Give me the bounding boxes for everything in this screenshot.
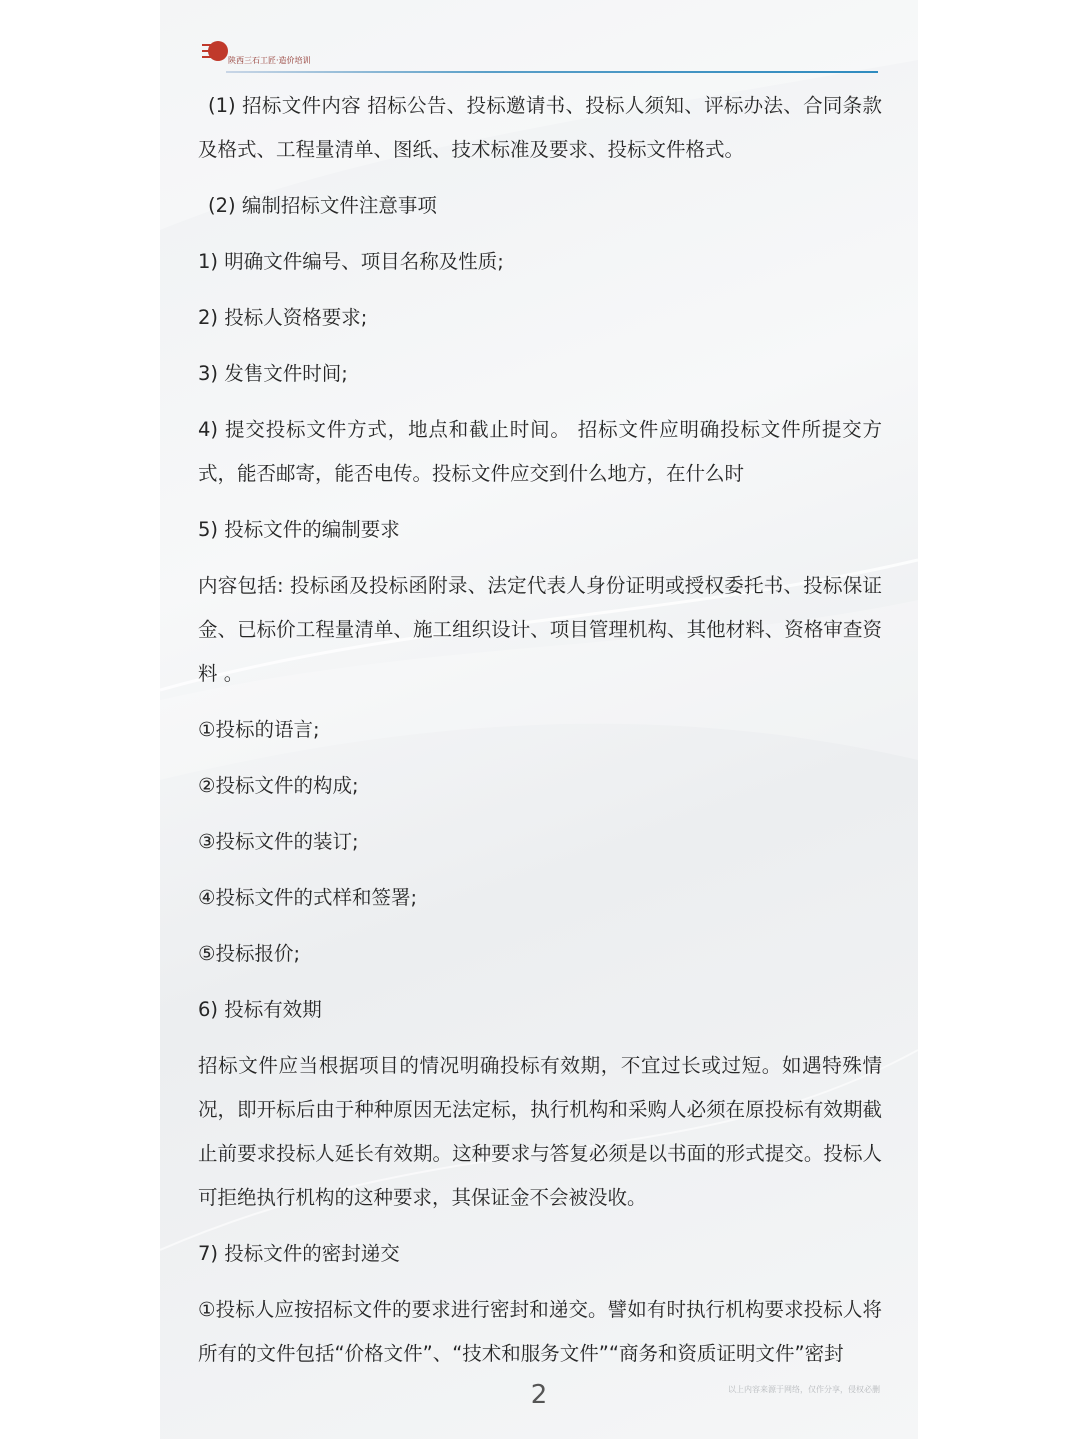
document-body xyxy=(198,84,882,1388)
paragraph: (2) 编制招标文件注意事项 xyxy=(208,194,437,217)
footer-note: 以上内容来源于网络，仅作分享，侵权必删 xyxy=(728,1385,880,1394)
header-divider xyxy=(226,71,878,73)
paragraph: 5) 投标文件的编制要求 xyxy=(198,518,400,541)
paragraph: 3) 发售文件时间; xyxy=(198,362,348,385)
paragraph: 2) 投标人资格要求; xyxy=(198,306,368,329)
paragraph: ①投标人应按招标文件的要求进行密封和递交。譬如有时执行机构要求投标人将所有的文件包括“价格文件”、“技术和服务文件”“商务和资质证明文件”密封 xyxy=(198,1298,882,1365)
paragraph: 7) 投标文件的密封递交 xyxy=(198,1242,400,1265)
paragraph: ④投标文件的式样和签署; xyxy=(198,886,418,909)
paragraph: ⑤投标报价; xyxy=(198,942,301,965)
page-number: 2 xyxy=(530,1380,548,1410)
paragraph: 内容包括: 投标函及投标函附录、法定代表人身份证明或授权委托书、投标保证金、已标价工程量清单、施工组织设计、项目管理机构、其他材料、资格审查资料 。 xyxy=(198,574,882,685)
paragraph: (1) 招标文件内容 招标公告、投标邀请书、投标人须知、评标办法、合同条款及格式、工程量清单、图纸、技术标准及要求、投标文件格式。 xyxy=(198,94,882,161)
brand-logo xyxy=(200,40,228,62)
paragraph: ②投标文件的构成; xyxy=(198,774,359,797)
paragraph: 4) 提交投标文件方式，地点和截止时间。 招标文件应明确投标文件所提交方式，能否邮寄，能否电传。投标文件应交到什么地方，在什么时 xyxy=(198,418,882,485)
paragraph: ③投标文件的装订; xyxy=(198,830,359,853)
brand-name: 陕西三石工匠·造价培训 xyxy=(228,56,311,65)
document-page xyxy=(160,0,918,1439)
paragraph: ①投标的语言; xyxy=(198,718,320,741)
page-header xyxy=(198,38,878,78)
paragraph: 招标文件应当根据项目的情况明确投标有效期，不宜过长或过短。如遇特殊情况，即开标后由于种种原因无法定标，执行机构和采购人必须在原投标有效期截止前要求投标人延长有效期。这种要求与答复必须是以书面的形式提交。投标人可拒绝执行机构的这种要求，其保证金不会被没收。 xyxy=(198,1054,882,1209)
paragraph: 1) 明确文件编号、项目名称及性质; xyxy=(198,250,504,273)
paragraph: 6) 投标有效期 xyxy=(198,998,322,1021)
